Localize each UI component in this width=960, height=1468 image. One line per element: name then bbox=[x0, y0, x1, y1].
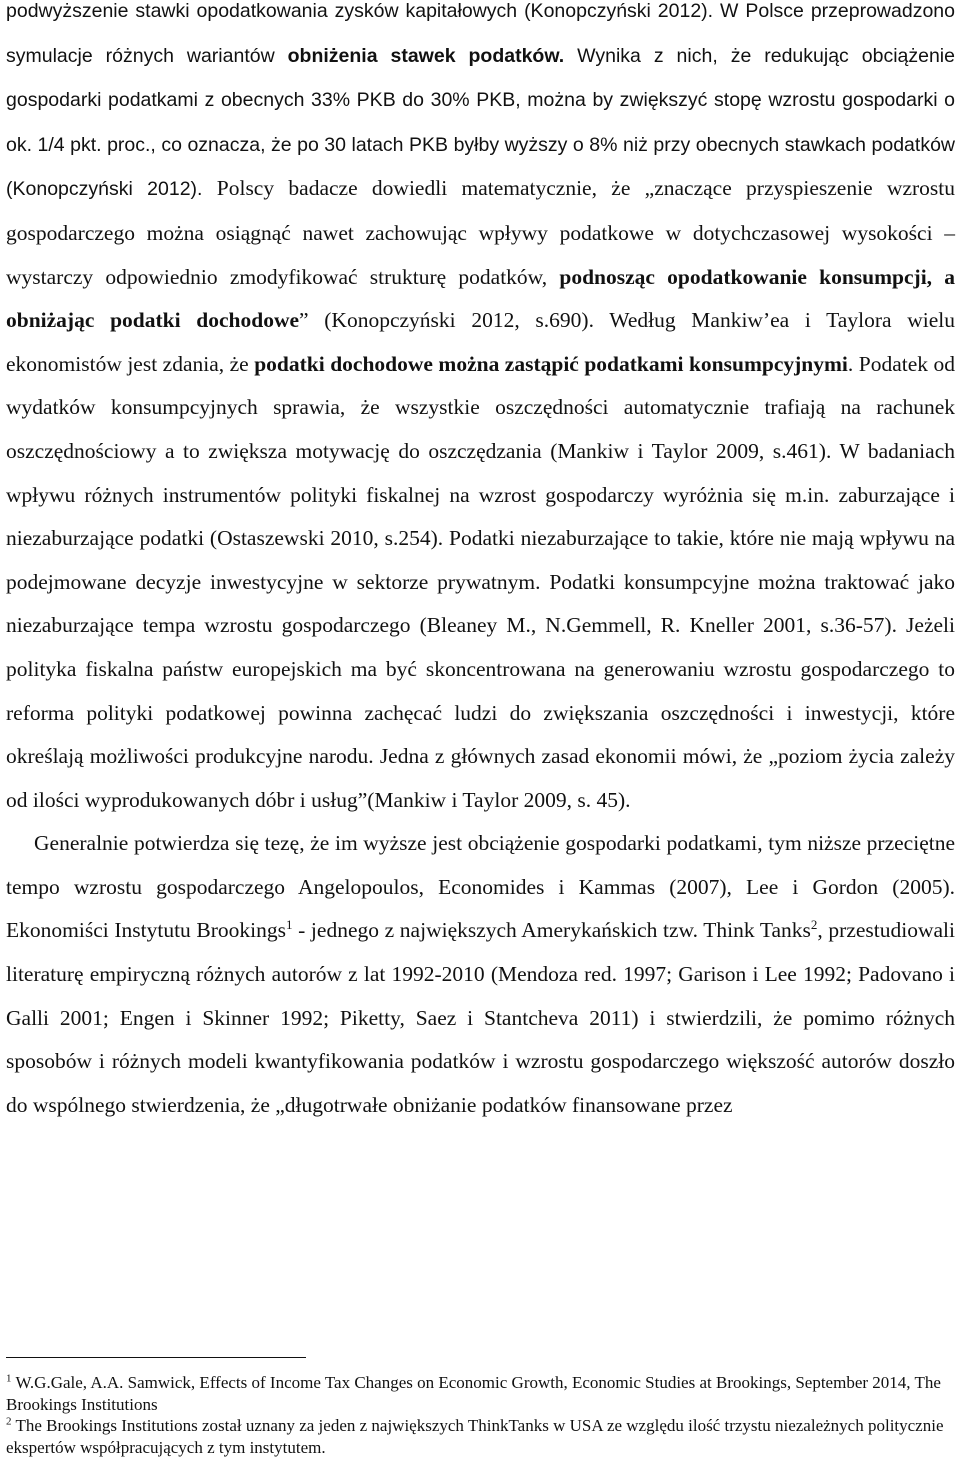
text-run: - jednego z największych Amerykańskich tzw. Think Tanks bbox=[292, 918, 811, 943]
footnote-ref[interactable]: 1 bbox=[286, 917, 293, 933]
footnote-mark: 1 bbox=[6, 1372, 12, 1385]
paragraph-continued bbox=[6, 0, 955, 822]
text-run: , przestudiowali literaturę empiryczną różnych autorów z lat 1992-2010 (Mendoza red. 1997; Garison i Lee 1992; Padovano i Galli 2001; Engen i Skinner 1992; Piketty, Saez i Stantcheva 2011) i stwierdzili, że pomimo różnych sposobów i różnych modeli kwantyfikowania podatków i wzrostu gospodarczego większość autorów doszło do wspólnego stwierdzenia, że „długotrwałe obniżanie podatków finansowane przez bbox=[6, 918, 956, 1117]
text-run-sans bbox=[6, 0, 955, 200]
footnote bbox=[6, 1372, 955, 1415]
footnote-separator bbox=[6, 1357, 306, 1358]
text-run: Polscy badacze dowiedli matematycznie, że „znaczące przyspieszenie wzrostu gospodarczego można osiągnąć nawet zachowując wpływy podatkowe w dotychczasowej wysokości – wystarczy odpowiednio zmodyfikować strukturę podatków, bbox=[6, 176, 955, 289]
footnote-mark: 2 bbox=[6, 1415, 12, 1428]
footnote-ref[interactable]: 2 bbox=[810, 917, 818, 933]
text-run: , co oznacza, że po 30 latach PKB byłby wyższy o 8% niż przy obecnych stawkach podatków (Konopczyński 2012). bbox=[6, 133, 955, 201]
footnote bbox=[6, 1415, 955, 1458]
text-run: Generalnie potwierdza się tezę, że im wyższe jest obciążenie gospodarki podatkami, tym niższe przeciętne tempo wzrostu gospodarczego Angelopoulos, Economides i Kammas (2007), Lee i Gordon (2005). Ekonomiści Instytutu Brookings bbox=[6, 831, 955, 943]
body-text bbox=[6, 0, 955, 1127]
text-run: ” (Konopczyński 2012, s.690). Według Mankiw’ea i Taylora wielu ekonomistów jest zdania, że bbox=[6, 308, 955, 376]
footnote-text: The Brookings Institutions został uznany za jeden z największych ThinkTanks w USA ze względu ilość trzystu niezależnych politycznie ekspertów współpracujących z tym instytutem. bbox=[6, 1416, 944, 1457]
bold-run: podatki dochodowe można zastąpić podatkami konsumpcyjnymi bbox=[254, 351, 848, 376]
text-run: . Podatek od wydatków konsumpcyjnych sprawia, że wszystkie oszczędności automatycznie trafiają na rachunek oszczędnościowy a to zwiększa motywację do oszczędzania (Mankiw i Taylor 2009, s.461). W badaniach wpływu różnych instrumentów polityki fiskalnej na wzrost gospodarczy wyróżnia się m.in. zaburzające i niezaburzające podatki (Ostaszewski 2010, s.254). Podatki niezaburzające to takie, które nie mają wpływu na podejmowane decyzje inwestycyjne w sektorze prywatnym. Podatki konsumpcyjne można traktować jako niezaburzające tempa wzrostu gospodarczego (Bleaney M., N.Gemmell, R. Kneller 2001, s.36-57). Jeżeli polityka fiskalna państw europejskich ma być skoncentrowana na generowaniu wzrostu gospodarczego to reforma polityki podatkowej powinna zachęcać ludzi do zwiększania oszczędności i inwestycji, które określają możliwości produkcyjne narodu. Jedna z głównych zasad ekonomii mówi, że „poziom życia zależy od ilości wyprodukowanych dóbr i usług”(Mankiw i Taylor 2009, s. 45). bbox=[6, 351, 955, 812]
text-run: Wynika z nich, że redukując obciążenie gospodarki podatkami z obecnych 33% PKB do 30% PKB, można by zwiększyć stopę wzrostu gospodarki o ok. 1/4 pkt. proc. bbox=[6, 44, 955, 156]
bold-run: obniżenia stawek podatków. bbox=[287, 44, 565, 67]
text-run: podwyższenie stawki opodatkowania zysków kapitałowych (Konopczyński 2012). W Polsce przeprowadzono symulacje różnych wariantów bbox=[6, 0, 955, 67]
paragraph bbox=[6, 822, 955, 1127]
footnotes bbox=[6, 1372, 955, 1458]
footnote-text: W.G.Gale, A.A. Samwick, Effects of Income Tax Changes on Economic Growth, Economic Studies at Brookings, September 2014, The Brookings Institutions bbox=[6, 1373, 941, 1414]
bold-run: podnosząc opodatkowanie konsumpcji, a obniżając podatki dochodowe bbox=[6, 264, 956, 333]
